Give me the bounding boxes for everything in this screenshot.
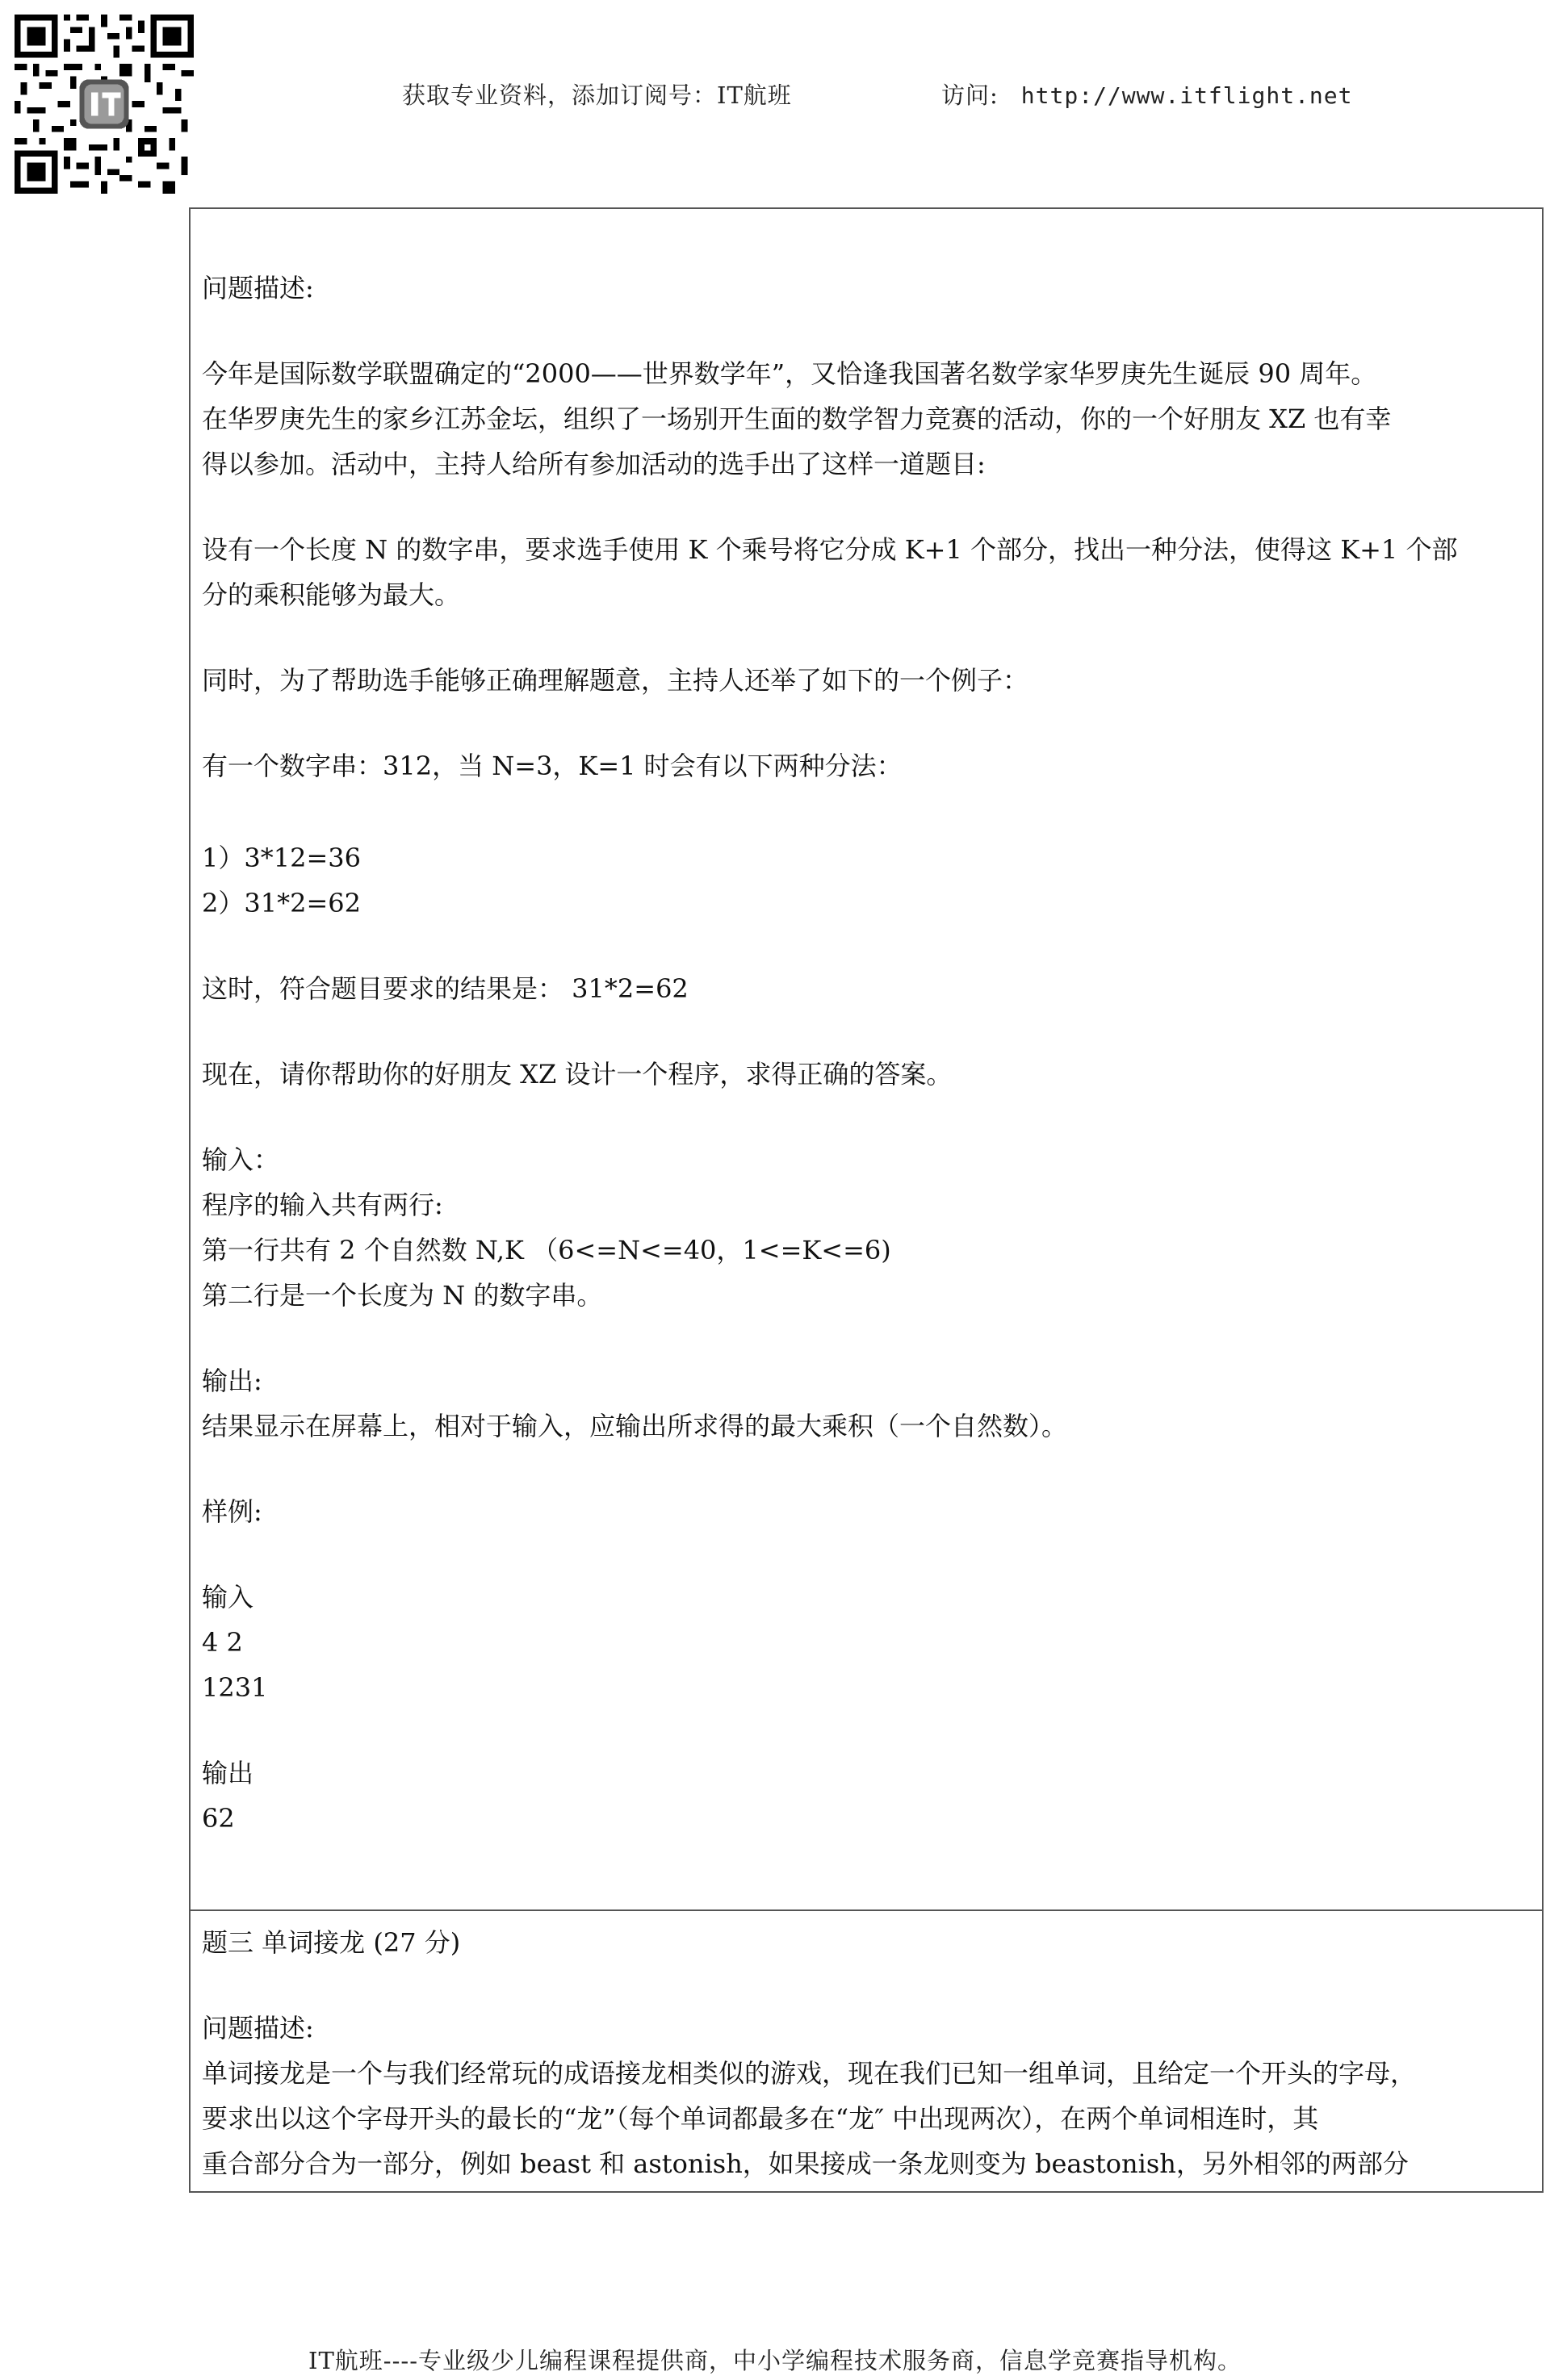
problem-2-para-1-line-3: 得以参加。活动中，主持人给所有参加活动的选手出了这样一道题目: (202, 449, 986, 479)
problem-2-para-4: 有一个数字串：312，当 N=3，K=1 时会有以下两种分法： (202, 751, 903, 781)
page-header (0, 77, 1550, 110)
problem-3-title: 题三 单词接龙 (27 分) (202, 1927, 461, 1958)
problem-2-para-1-line-2: 在华罗庚先生的家乡江苏金坛，组织了一场别开生面的数学智力竞赛的活动，你的一个好朋友 XZ 也有幸 (202, 404, 1392, 434)
problem-2-input-line-2: 第一行共有 2 个自然数 N,K （6<=N<=40，1<=K<=6) (202, 1235, 891, 1265)
problem-2-para-2-line-1: 设有一个长度 N 的数字串，要求选手使用 K 个乘号将它分成 K+1 个部分，找出一种分法，使得这 K+1 个部 (202, 534, 1458, 565)
problem-2-para-5: 这时，符合题目要求的结果是： 31*2=62 (202, 973, 689, 1004)
problem-2-sample-output-line-1: 62 (202, 1803, 235, 1834)
problem-2-sample-input-line-1: 4 2 (202, 1627, 243, 1658)
problem-3-line-1: 单词接龙是一个与我们经常玩的成语接龙相类似的游戏，现在我们已知一组单词，且给定一个开头的字母， (202, 2058, 1417, 2089)
problem-2-option-2: 2）31*2=62 (202, 888, 361, 918)
problem-2-sample-input-label: 输入 (202, 1582, 254, 1612)
problem-2-sample-output-label: 输出 (202, 1758, 254, 1788)
problem-box (189, 207, 1544, 2193)
problem-2-option-1: 1）3*12=36 (202, 843, 361, 873)
problem-2-output-label: 输出: (202, 1366, 262, 1396)
header-visit (941, 77, 1353, 111)
problem-3-desc-label: 问题描述: (202, 2013, 314, 2043)
problem-2-sample-label: 样例: (202, 1496, 262, 1527)
problem-2-input-label: 输入： (202, 1144, 280, 1175)
section-divider (191, 1909, 1542, 1911)
problem-2-sample-input-line-2: 1231 (202, 1672, 268, 1703)
problem-2-desc-label: 问题描述: (202, 273, 314, 303)
problem-2-input-line-3: 第二行是一个长度为 N 的数字串。 (202, 1280, 603, 1311)
problem-2-input-line-1: 程序的输入共有两行: (202, 1190, 443, 1220)
header-visit-label: 访问: (941, 82, 999, 109)
problem-2-para-2-line-2: 分的乘积能够为最大。 (202, 579, 461, 610)
header-url-link[interactable]: http://www.itflight.net (1020, 82, 1353, 109)
problem-2-output-line-1: 结果显示在屏幕上，相对于输入，应输出所求得的最大乘积（一个自然数）。 (202, 1411, 1068, 1441)
page-footer: IT航班----专业级少儿编程课程提供商，中小学编程技术服务商，信息学竞赛指导机构。 (308, 2347, 1242, 2374)
problem-3-line-3: 重合部分合为一部分，例如 beast 和 astonish，如果接成一条龙则变为 beastonish，另外相邻的两部分 (202, 2148, 1409, 2179)
problem-2-para-3: 同时，为了帮助选手能够正确理解题意，主持人还举了如下的一个例子： (202, 665, 1029, 696)
problem-3-line-2: 要求出以这个字母开头的最长的“龙”（每个单词都最多在“龙″ 中出现两次），在两个单词相连时，其 (202, 2103, 1319, 2134)
problem-2-para-1-line-1: 今年是国际数学联盟确定的“2000——世界数学年”，又恰逢我国著名数学家华罗庚先生诞辰 90 周年。 (202, 358, 1377, 389)
problem-2-para-6: 现在，请你帮助你的好朋友 XZ 设计一个程序，求得正确的答案。 (202, 1059, 953, 1090)
header-subscribe-text: 获取专业资料，添加订阅号：IT航班 (402, 82, 792, 109)
